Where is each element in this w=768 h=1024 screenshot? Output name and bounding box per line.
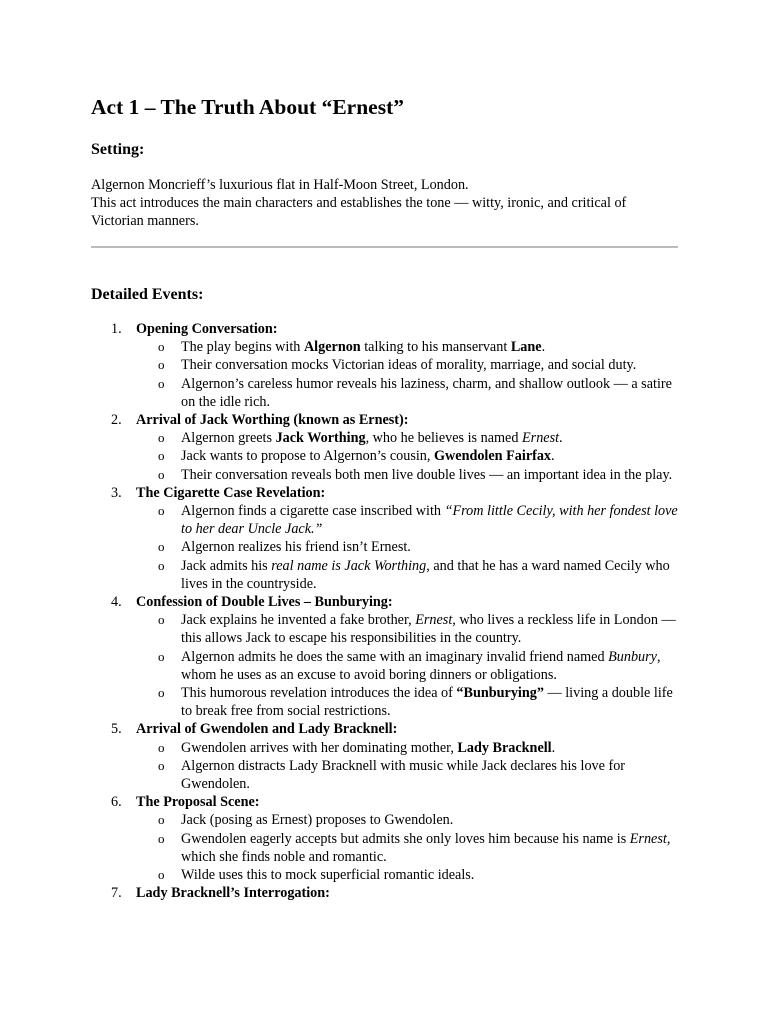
event-item <box>91 320 681 411</box>
detail-text: “From little Cecily, with her fondest love to her dear Uncle Jack.” <box>181 503 678 538</box>
event-item <box>91 411 681 484</box>
event-title: Confession of Double Lives – Bunburying: <box>136 594 393 611</box>
event-title: Opening Conversation: <box>136 321 278 337</box>
event-number: 2. <box>111 412 122 429</box>
event-item <box>91 484 681 593</box>
detail-text: Ernest <box>522 430 560 447</box>
detail-item <box>136 356 681 374</box>
detail-item <box>136 757 681 793</box>
events-list <box>91 320 681 903</box>
detail-text: Jack admits his <box>181 557 272 574</box>
event-item <box>91 593 681 720</box>
bullet-icon: o <box>158 466 165 482</box>
detail-item <box>136 502 681 538</box>
detail-text: Wilde uses this to mock superficial romantic ideals. <box>181 867 475 884</box>
events-heading: Detailed Events: <box>91 286 204 303</box>
bullet-icon: o <box>158 539 165 555</box>
event-title: Arrival of Gwendolen and Lady Bracknell: <box>136 721 398 738</box>
detail-text: , whom he uses as an excuse to avoid boring dinners or obligations. <box>181 648 661 683</box>
detail-item <box>136 648 681 684</box>
detail-text: — living a double life to break free from social restrictions. <box>181 685 673 720</box>
bullet-icon: o <box>158 430 165 446</box>
detail-text: Jack Worthing <box>275 430 366 447</box>
detail-item <box>136 811 681 829</box>
detail-text: . <box>559 430 563 447</box>
detail-item <box>136 866 681 884</box>
detail-text: Lady Bracknell <box>457 739 552 756</box>
bullet-icon: o <box>158 612 165 628</box>
detail-text: , which she finds noble and romantic. <box>181 830 671 865</box>
detail-text: talking to his manservant <box>360 339 511 356</box>
event-details <box>136 611 681 720</box>
detail-text: Algernon realizes his friend isn’t Ernest. <box>181 539 411 556</box>
detail-item <box>136 557 681 593</box>
detail-item <box>136 538 681 556</box>
detail-text: , who he believes is named <box>365 430 522 447</box>
event-number: 7. <box>111 885 122 902</box>
bullet-icon: o <box>158 648 165 664</box>
bullet-icon: o <box>158 375 165 391</box>
bullet-icon: o <box>158 503 165 519</box>
detail-text: Algernon greets <box>181 430 276 447</box>
detail-text: “Bunburying” <box>456 685 544 702</box>
detail-text: Algernon finds a cigarette case inscribed with <box>181 503 445 520</box>
detail-text: Algernon <box>303 339 361 356</box>
event-details <box>136 811 681 884</box>
detail-text: Algernon’s careless humor reveals his laziness, charm, and shallow outlook — a satire on the idle rich. <box>181 375 672 410</box>
event-number: 1. <box>111 321 122 337</box>
detail-text: . <box>541 339 546 356</box>
horizontal-divider <box>91 246 678 248</box>
event-title: The Cigarette Case Revelation: <box>136 484 326 501</box>
bullet-icon: o <box>158 739 165 755</box>
event-number: 5. <box>111 721 122 738</box>
bullet-icon: o <box>158 557 165 573</box>
setting-line-1: Algernon Moncrieff’s luxurious flat in Half-Moon Street, London. <box>91 177 469 193</box>
detail-text: . <box>551 739 556 756</box>
detail-text: Algernon admits he does the same with an imaginary invalid friend named <box>181 648 609 665</box>
detail-text: Gwendolen arrives with her dominating mother, <box>181 739 458 756</box>
detail-text: Their conversation reveals both men live double lives — an important idea in the play. <box>181 466 673 483</box>
detail-text: Bunbury <box>608 648 657 665</box>
bullet-icon: o <box>158 685 165 701</box>
detail-text: Their conversation mocks Victorian ideas of morality, marriage, and social duty. <box>181 357 637 374</box>
detail-text: Ernest <box>629 830 667 847</box>
event-number: 3. <box>111 484 122 501</box>
detail-text: Ernest <box>415 612 453 629</box>
event-details <box>136 502 681 593</box>
setting-line-2: This act introduces the main characters and establishes the tone — witty, ironic, and critical of Victorian manners. <box>91 195 627 229</box>
detail-text: . <box>551 448 555 465</box>
detail-text: , and that he has a ward named Cecily who lives in the countryside. <box>181 557 670 592</box>
detail-text: Jack (posing as Ernest) proposes to Gwendolen. <box>181 812 454 829</box>
event-number: 6. <box>111 794 122 811</box>
detail-item <box>136 739 681 757</box>
detail-text: The play begins with <box>181 339 304 356</box>
event-item <box>91 793 681 884</box>
detail-item <box>136 338 681 356</box>
detail-item <box>136 466 681 484</box>
bullet-icon: o <box>158 867 165 883</box>
detail-item <box>136 611 681 647</box>
bullet-icon: o <box>158 830 165 846</box>
event-item <box>91 720 681 793</box>
detail-text: real name is Jack Worthing <box>271 557 427 574</box>
setting-description <box>91 176 681 230</box>
page-title: Act 1 – The Truth About “Ernest” <box>91 95 404 119</box>
event-details <box>136 739 681 794</box>
event-title: Arrival of Jack Worthing (known as Ernest): <box>136 412 409 429</box>
event-details <box>136 338 681 411</box>
bullet-icon: o <box>158 357 165 373</box>
detail-text: , who lives a reckless life in London — this allows Jack to escape his responsibilities in the country. <box>181 612 676 647</box>
detail-text: Gwendolen eagerly accepts but admits she only loves him because his name is <box>181 830 630 847</box>
event-title: The Proposal Scene: <box>136 794 260 811</box>
event-details <box>136 429 681 484</box>
detail-item <box>136 375 681 411</box>
event-title: Lady Bracknell’s Interrogation: <box>136 885 330 902</box>
detail-text: Jack wants to propose to Algernon’s cousin, <box>181 448 434 465</box>
setting-heading: Setting: <box>91 141 145 158</box>
bullet-icon: o <box>158 448 165 464</box>
event-number: 4. <box>111 594 122 611</box>
event-item <box>91 884 681 902</box>
detail-item <box>136 447 681 465</box>
detail-item <box>136 830 681 866</box>
detail-text: Gwendolen Fairfax <box>433 448 552 465</box>
detail-item <box>136 684 681 720</box>
detail-text: Jack explains he invented a fake brother, <box>181 612 416 629</box>
detail-text: This humorous revelation introduces the idea of <box>181 685 457 702</box>
detail-text: Algernon distracts Lady Bracknell with music while Jack declares his love for Gwendolen. <box>181 757 626 793</box>
bullet-icon: o <box>158 757 165 773</box>
bullet-icon: o <box>158 812 165 828</box>
detail-item <box>136 429 681 447</box>
detail-text: Lane <box>510 339 542 356</box>
bullet-icon: o <box>158 339 165 355</box>
